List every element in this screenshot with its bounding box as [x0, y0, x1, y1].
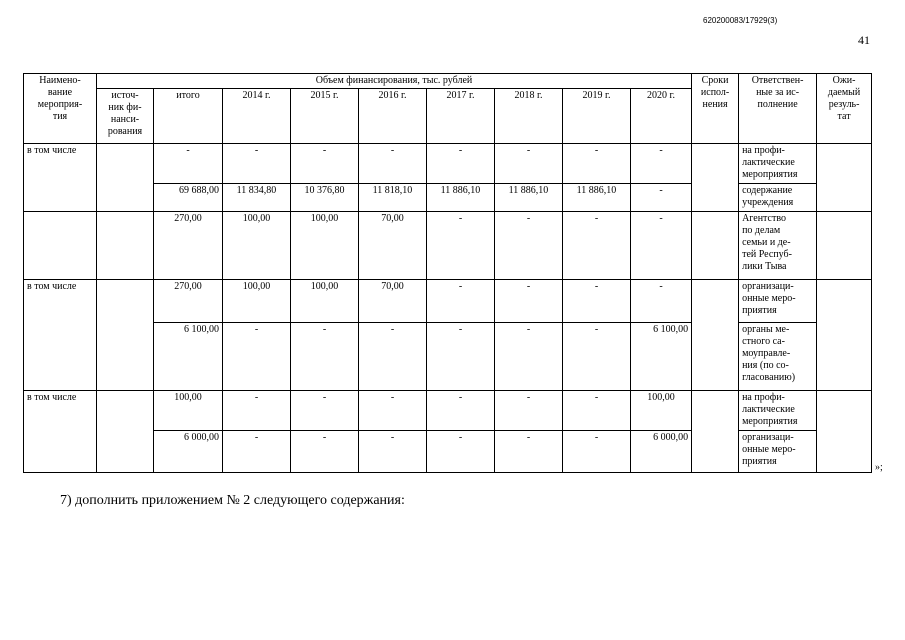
document-id: 620200083/17929(3) — [703, 16, 778, 25]
header-year: 2019 г. — [563, 89, 631, 144]
cell-value: 11 886,10 — [427, 184, 495, 212]
table-row — [24, 280, 872, 322]
header-year: 2014 г. — [223, 89, 291, 144]
header-year: 2020 г. — [631, 89, 692, 144]
row-name — [24, 184, 97, 212]
cell-value: 11 818,10 — [359, 184, 427, 212]
cell-responsible: на профи- лактические мероприятия — [739, 144, 817, 184]
header-name: Наимено- вание мероприя- тия — [24, 74, 97, 144]
page-number: 41 — [858, 33, 870, 47]
cell-value: - — [427, 144, 495, 184]
header-funding-group: Объем финансирования, тыс. рублей — [97, 74, 692, 89]
cell-responsible: содержание учреждения — [739, 184, 817, 212]
cell-value: 6 000,00 — [631, 430, 692, 472]
cell-value: - — [631, 184, 692, 212]
header-responsible: Ответствен- ные за ис- полнение — [739, 74, 817, 144]
cell-value: - — [495, 390, 563, 430]
cell-value: - — [427, 430, 495, 472]
cell-value: 70,00 — [359, 280, 427, 322]
cell-responsible: на профи- лактические мероприятия — [739, 390, 817, 430]
cell-responsible: Агентство по делам семьи и де- тей Респуб- лики Тыва — [739, 212, 817, 280]
cell-value: - — [223, 322, 291, 390]
table-row — [24, 184, 872, 212]
cell-value: - — [359, 322, 427, 390]
cell-total: 6 000,00 — [154, 430, 223, 472]
cell-value: - — [563, 212, 631, 280]
header-year: 2017 г. — [427, 89, 495, 144]
cell-value: - — [359, 144, 427, 184]
cell-value: 6 100,00 — [631, 322, 692, 390]
header-deadlines: Сроки испол- нения — [692, 74, 739, 144]
header-year: 2015 г. — [291, 89, 359, 144]
row-name — [24, 212, 97, 280]
header-year: 2016 г. — [359, 89, 427, 144]
cell-value: - — [359, 390, 427, 430]
table-row — [24, 322, 872, 390]
cell-responsible: организаци- онные меро- приятия — [739, 430, 817, 472]
row-name: в том числе — [24, 144, 97, 184]
header-year: 2018 г. — [495, 89, 563, 144]
cell-value: 100,00 — [631, 390, 692, 430]
cell-value: - — [223, 144, 291, 184]
cell-value: - — [495, 322, 563, 390]
cell-value: 100,00 — [291, 212, 359, 280]
table-row — [24, 390, 872, 430]
cell-value: - — [563, 144, 631, 184]
cell-value: - — [495, 430, 563, 472]
cell-responsible: органы ме- стного са- моуправле- ния (по со- гласованию) — [739, 322, 817, 390]
table-row — [24, 144, 872, 184]
row-name — [24, 430, 97, 472]
cell-value: 11 834,80 — [223, 184, 291, 212]
table-end-mark: »; — [875, 462, 883, 473]
cell-value: - — [563, 390, 631, 430]
cell-value: - — [563, 430, 631, 472]
cell-value: - — [291, 144, 359, 184]
financing-table — [23, 73, 872, 473]
row-name: в том числе — [24, 280, 97, 322]
row-name — [24, 322, 97, 390]
cell-value: - — [631, 212, 692, 280]
header-expected-result: Ожи- даемый резуль- тат — [817, 74, 872, 144]
amendment-paragraph: 7) дополнить приложением № 2 следующего содержания: — [60, 493, 405, 508]
cell-value: - — [359, 430, 427, 472]
cell-value: 11 886,10 — [563, 184, 631, 212]
cell-value: - — [495, 280, 563, 322]
cell-value: - — [563, 322, 631, 390]
cell-value: - — [291, 390, 359, 430]
cell-value: 70,00 — [359, 212, 427, 280]
cell-value: 100,00 — [291, 280, 359, 322]
cell-value: 11 886,10 — [495, 184, 563, 212]
cell-total: 69 688,00 — [154, 184, 223, 212]
cell-value: - — [427, 322, 495, 390]
header-total: итого — [154, 89, 223, 144]
cell-value: - — [495, 212, 563, 280]
cell-value: - — [291, 322, 359, 390]
cell-responsible: организаци- онные меро- приятия — [739, 280, 817, 322]
cell-value: - — [291, 430, 359, 472]
cell-value: 100,00 — [223, 280, 291, 322]
cell-value: - — [427, 280, 495, 322]
table-row — [24, 430, 872, 472]
cell-value: - — [631, 144, 692, 184]
cell-value: - — [223, 390, 291, 430]
cell-total: 6 100,00 — [154, 322, 223, 390]
table-row — [24, 212, 872, 280]
cell-value: - — [427, 390, 495, 430]
cell-total: 100,00 — [154, 390, 223, 430]
cell-total: 270,00 — [154, 280, 223, 322]
cell-value: - — [563, 280, 631, 322]
cell-value: - — [223, 430, 291, 472]
cell-total: 270,00 — [154, 212, 223, 280]
header-source: источ- ник фи- нанси- рования — [97, 89, 154, 144]
cell-total: - — [154, 144, 223, 184]
cell-value: 10 376,80 — [291, 184, 359, 212]
cell-value: - — [495, 144, 563, 184]
cell-value: - — [631, 280, 692, 322]
cell-value: 100,00 — [223, 212, 291, 280]
cell-value: - — [427, 212, 495, 280]
row-name: в том числе — [24, 390, 97, 430]
